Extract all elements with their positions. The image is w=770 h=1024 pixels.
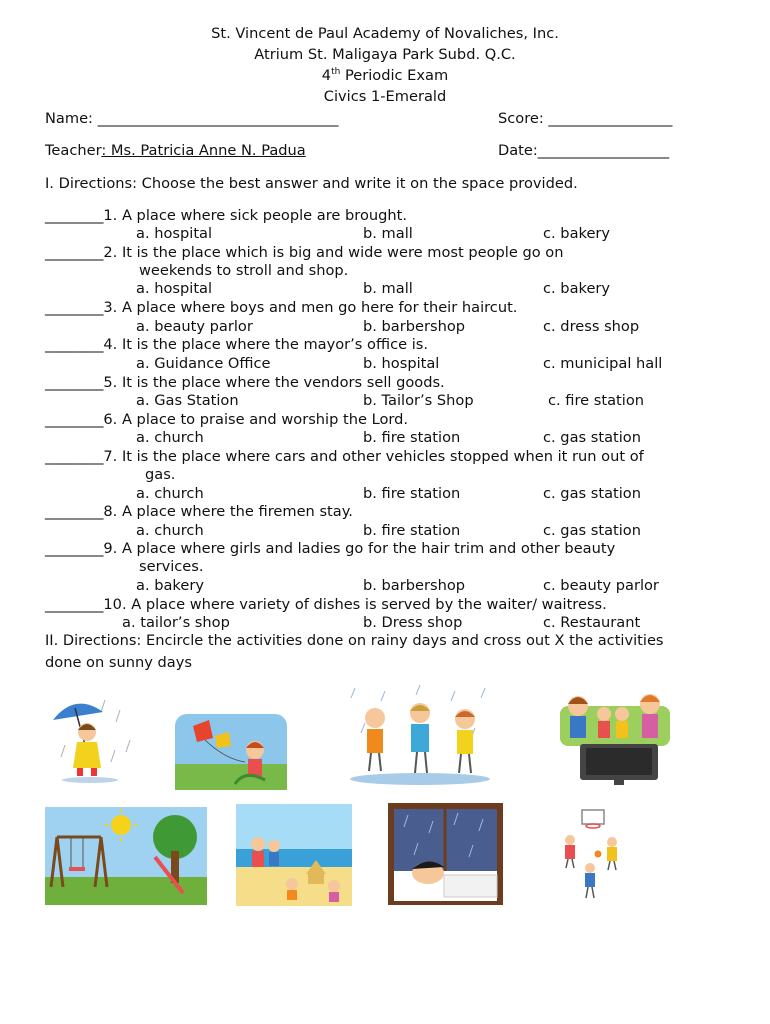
q4-choice-b: b. hospital <box>363 355 440 372</box>
question-2-cont: weekends to stroll and shop. <box>139 262 349 279</box>
q6-choice-c: c. gas station <box>543 429 641 446</box>
q4-choice-a: a. Guidance Office <box>136 355 271 372</box>
q10-choice-b: b. Dress shop <box>363 614 463 631</box>
date-field: Date:__________________ <box>498 142 670 159</box>
q2-choice-b: b. mall <box>363 280 413 297</box>
exam-title: 4th Periodic Exam <box>321 67 449 84</box>
question-7-cont: gas. <box>145 466 176 483</box>
q6-choice-a: a. church <box>136 429 204 446</box>
teacher-field: Teacher: Ms. Patricia Anne N. Padua <box>45 142 306 159</box>
q8-choice-c: c. gas station <box>543 522 641 539</box>
q8-choice-a: a. church <box>136 522 204 539</box>
q1-choice-c: c. bakery <box>543 225 611 242</box>
q7-choice-c: c. gas station <box>543 485 641 502</box>
basketball-kids-picture[interactable] <box>552 806 634 906</box>
question-4: ________4. It is the place where the mayor’s office is. <box>45 336 429 353</box>
q7-choice-b: b. fire station <box>363 485 461 502</box>
part2-directions-line1: II. Directions: Encircle the activities done on rainy days and cross out X the activities <box>45 632 664 649</box>
q1-choice-b: b. mall <box>363 225 413 242</box>
q3-choice-b: b. barbershop <box>363 318 466 335</box>
q10-choice-c: c. Restaurant <box>543 614 641 631</box>
q5-choice-b: b. Tailor’s Shop <box>363 392 474 409</box>
q1-choice-a: a. hospital <box>136 225 213 242</box>
q10-choice-a: a. tailor’s shop <box>122 614 230 631</box>
question-9: ________9. A place where girls and ladies go for the hair trim and other beauty <box>45 540 616 557</box>
score-field: Score: _________________ <box>498 110 673 127</box>
question-8: ________8. A place where the firemen stay. <box>45 503 353 520</box>
q9-choice-b: b. barbershop <box>363 577 466 594</box>
question-6: ________6. A place to praise and worship the Lord. <box>45 411 409 428</box>
q9-choice-a: a. bakery <box>136 577 204 594</box>
q5-choice-c: c. fire station <box>548 392 645 409</box>
question-5: ________5. It is the place where the vendors sell goods. <box>45 374 445 391</box>
q9-choice-c: c. beauty parlor <box>543 577 659 594</box>
part1-directions: I. Directions: Choose the best answer and write it on the space provided. <box>45 175 578 192</box>
question-7: ________7. It is the place where cars and other vehicles stopped when it run out of <box>45 448 644 465</box>
q8-choice-b: b. fire station <box>363 522 461 539</box>
q3-choice-a: a. beauty parlor <box>136 318 253 335</box>
q6-choice-b: b. fire station <box>363 429 461 446</box>
question-9-cont: services. <box>139 558 204 575</box>
q3-choice-c: c. dress shop <box>543 318 640 335</box>
question-1: ________1. A place where sick people are brought. <box>45 207 408 224</box>
family-watching-tv-picture[interactable] <box>556 688 674 786</box>
question-10: ________10. A place where variety of dishes is served by the waiter/ waitress. <box>45 596 607 613</box>
q4-choice-c: c. municipal hall <box>543 355 663 372</box>
q2-choice-c: c. bakery <box>543 280 611 297</box>
beach-picture[interactable] <box>236 804 352 906</box>
kite-flying-picture[interactable] <box>175 714 287 790</box>
question-3: ________3. A place where boys and men go here for their haircut. <box>45 299 518 316</box>
sleeping-person-picture[interactable] <box>388 803 503 905</box>
girl-in-rain-picture[interactable] <box>45 690 140 785</box>
name-field: Name: _________________________________ <box>45 110 339 127</box>
question-2: ________2. It is the place which is big and wide were most people go on <box>45 244 564 261</box>
q5-choice-a: a. Gas Station <box>136 392 239 409</box>
q7-choice-a: a. church <box>136 485 204 502</box>
q2-choice-a: a. hospital <box>136 280 213 297</box>
class-name: Civics 1-Emerald <box>323 88 447 105</box>
school-address: Atrium St. Maligaya Park Subd. Q.C. <box>254 46 516 63</box>
school-name: St. Vincent de Paul Academy of Novaliches, Inc. <box>211 25 559 42</box>
part2-directions-line2: done on sunny days <box>45 654 192 671</box>
playground-picture[interactable] <box>45 807 207 905</box>
children-playing-in-rain-picture[interactable] <box>345 683 495 791</box>
